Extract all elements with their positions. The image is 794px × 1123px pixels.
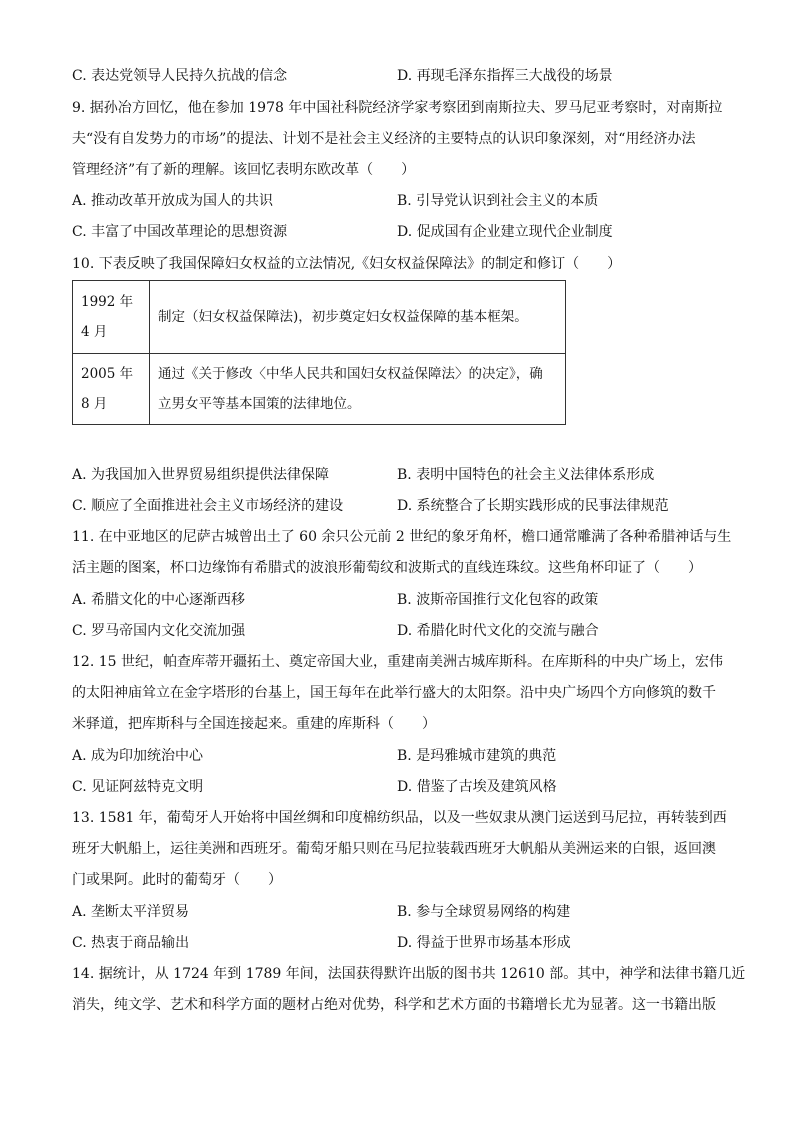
q12-option-a: A. 成为印加统治中心 bbox=[72, 748, 204, 764]
table-row bbox=[73, 354, 566, 425]
q10-option-c: C. 顺应了全面推进社会主义市场经济的建设 bbox=[72, 498, 344, 514]
q11-stem-line-2: 活主题的图案，杯口边缘饰有希腊式的波浪形葡萄纹和波斯式的直线连珠纹。这些角杯印证了（ ） bbox=[72, 560, 702, 576]
q12-option-d: D. 借鉴了古埃及建筑风格 bbox=[397, 779, 557, 795]
q9-stem-line-2: 夫“没有自发势力的市场”的提法、计划不是社会主义经济的主要特点的认识印象深刻，对“用经济办法 bbox=[72, 131, 696, 147]
description-line-2: 立男女平等基本国策的法律地位。 bbox=[158, 396, 361, 412]
date-month: 8 月 bbox=[81, 396, 108, 412]
q14-stem-line-2: 消失，纯文学、艺术和科学方面的题材占绝对优势，科学和艺术方面的书籍增长尤为显著。这一书籍出版 bbox=[72, 997, 716, 1013]
q10-stem: 10. 下表反映了我国保障妇女权益的立法情况,《妇女权益保障法》的制定和修订（ ） bbox=[72, 256, 622, 272]
q8-option-d: D. 再现毛泽东指挥三大战役的场景 bbox=[397, 68, 613, 84]
q11-option-a: A. 希腊文化的中心逐渐西移 bbox=[72, 592, 246, 608]
description-line-1: 通过《关于修改〈中华人民共和国妇女权益保障法〉的决定》，确 bbox=[158, 366, 543, 382]
q10-legislation-table bbox=[72, 280, 566, 425]
table-cell-description bbox=[150, 354, 566, 425]
q8-option-c: C. 表达党领导人民持久抗战的信念 bbox=[72, 68, 288, 84]
description-line-1: 制定（妇女权益保障法)，初步奠定妇女权益保障的基本框架。 bbox=[158, 309, 528, 325]
q12-stem-line-1: 12. 15 世纪，帕查库蒂开疆拓土、奠定帝国大业，重建南美洲古城库斯科。在库斯科的中央广场上，宏伟 bbox=[72, 654, 723, 670]
q9-option-a: A. 推动改革开放成为国人的共识 bbox=[72, 193, 274, 209]
q13-stem-line-1: 13. 1581 年，葡萄牙人开始将中国丝绸和印度棉纺织品，以及一些奴隶从澳门运送到马尼拉，再转装到西 bbox=[72, 810, 727, 826]
q11-option-d: D. 希腊化时代文化的交流与融合 bbox=[397, 623, 599, 639]
q10-option-d: D. 系统整合了长期实践形成的民事法律规范 bbox=[397, 498, 669, 514]
date-year: 2005 年 bbox=[81, 366, 134, 382]
q11-option-c: C. 罗马帝国内文化交流加强 bbox=[72, 623, 246, 639]
q13-option-a: A. 垄断太平洋贸易 bbox=[72, 904, 190, 920]
q12-option-b: B. 是玛雅城市建筑的典范 bbox=[397, 748, 557, 764]
q9-option-b: B. 引导党认识到社会主义的本质 bbox=[397, 193, 599, 209]
q12-option-c: C. 见证阿兹特克文明 bbox=[72, 779, 204, 795]
q12-stem-line-3: 米驿道，把库斯科与全国连接起来。重建的库斯科（ ） bbox=[72, 716, 436, 732]
q13-stem-line-3: 门或果阿。此时的葡萄牙（ ） bbox=[72, 872, 282, 888]
q9-stem-line-3: 管理经济”有了新的理解。该回忆表明东欧改革（ ） bbox=[72, 162, 416, 178]
q12-stem-line-2: 的太阳神庙耸立在金字塔形的台基上，国王每年在此举行盛大的太阳祭。沿中央广场四个方向修筑的数千 bbox=[72, 685, 716, 701]
q11-option-b: B. 波斯帝国推行文化包容的政策 bbox=[397, 592, 599, 608]
q9-option-d: D. 促成国有企业建立现代企业制度 bbox=[397, 224, 613, 240]
q9-option-c: C. 丰富了中国改革理论的思想资源 bbox=[72, 224, 288, 240]
table-cell-description bbox=[150, 281, 566, 354]
q13-option-c: C. 热衷于商品输出 bbox=[72, 935, 190, 951]
table-row bbox=[73, 281, 566, 354]
q10-option-b: B. 表明中国特色的社会主义法律体系形成 bbox=[397, 467, 655, 483]
date-month: 4 月 bbox=[81, 324, 108, 340]
q11-stem-line-1: 11. 在中亚地区的尼萨古城曾出土了 60 余只公元前 2 世纪的象牙角杯，檐口通常雕满了各种希腊神话与生 bbox=[72, 529, 732, 545]
q10-option-a: A. 为我国加入世界贸易组织提供法律保障 bbox=[72, 467, 330, 483]
q13-option-b: B. 参与全球贸易网络的构建 bbox=[397, 904, 571, 920]
q14-stem-line-1: 14. 据统计，从 1724 年到 1789 年间，法国获得默许出版的图书共 12610 部。其中，神学和法律书籍几近 bbox=[72, 966, 746, 982]
date-year: 1992 年 bbox=[81, 294, 134, 310]
table-cell-date bbox=[73, 354, 150, 425]
q13-stem-line-2: 班牙大帆船上，运往美洲和西班牙。葡萄牙船只则在马尼拉装载西班牙大帆船从美洲运来的白银，返回澳 bbox=[72, 841, 716, 857]
q13-option-d: D. 得益于世界市场基本形成 bbox=[397, 935, 571, 951]
q9-stem-line-1: 9. 据孙冶方回忆，他在参加 1978 年中国社科院经济学家考察团到南斯拉夫、罗马尼亚考察时，对南斯拉 bbox=[72, 100, 723, 116]
table-cell-date bbox=[73, 281, 150, 354]
